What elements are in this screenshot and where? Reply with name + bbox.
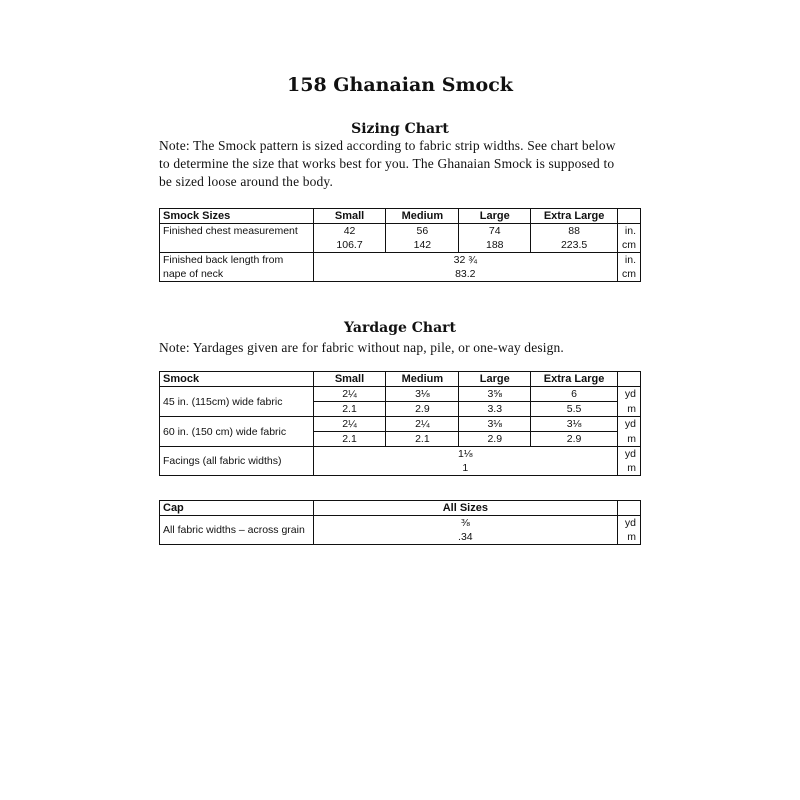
table-cell: 2¼ <box>313 417 386 432</box>
unit-cell: yd <box>617 387 640 402</box>
table-cell: 223.5 <box>531 238 618 253</box>
table-header: Medium <box>386 209 459 224</box>
table-cell: 56 <box>386 224 459 239</box>
cap-table <box>159 500 641 545</box>
row-label: Finished back length from <box>160 253 314 268</box>
sizing-chart-heading: Sizing Chart <box>351 121 449 137</box>
table-cell: 6 <box>531 387 618 402</box>
table-cell: 88 <box>531 224 618 239</box>
unit-cell: in. <box>617 253 640 268</box>
table-cell: 2¼ <box>313 387 386 402</box>
sizing-note-line: be sized loose around the body. <box>159 174 333 189</box>
row-label: Facings (all fabric widths) <box>160 447 314 476</box>
table-header <box>617 209 640 224</box>
table-row <box>160 417 641 432</box>
table-header: All Sizes <box>313 501 617 516</box>
table-header <box>617 372 640 387</box>
table-cell: 188 <box>459 238 531 253</box>
table-header: Small <box>313 372 386 387</box>
table-row <box>160 224 641 239</box>
table-cell: 2.9 <box>531 432 618 447</box>
table-cell: 2.9 <box>459 432 531 447</box>
table-header: Smock Sizes <box>160 209 314 224</box>
unit-cell: in. <box>617 224 640 239</box>
table-cell: 83.2 <box>313 267 617 282</box>
sizing-note <box>159 137 659 191</box>
table-header: Small <box>313 209 386 224</box>
sizing-table <box>159 208 641 282</box>
table-cell: 3⅛ <box>531 417 618 432</box>
table-row <box>160 267 641 282</box>
table-cell: 3⅛ <box>459 417 531 432</box>
table-header: Extra Large <box>531 372 618 387</box>
table-row <box>160 501 641 516</box>
table-row <box>160 516 641 531</box>
table-row <box>160 372 641 387</box>
table-header <box>617 501 640 516</box>
sizing-note-line: to determine the size that works best for you. The Ghanaian Smock is supposed to <box>159 156 615 171</box>
yardage-note-line: Note: Yardages given are for fabric without nap, pile, or one-way design. <box>159 340 564 355</box>
table-row <box>160 209 641 224</box>
row-label: 45 in. (115cm) wide fabric <box>160 387 314 417</box>
unit-cell: yd <box>617 417 640 432</box>
sizing-note-line: Note: The Smock pattern is sized according to fabric strip widths. See chart below <box>159 138 616 153</box>
table-cell: 1⅛ <box>313 447 617 462</box>
table-cell: 2.1 <box>386 432 459 447</box>
table-cell: 3.3 <box>459 402 531 417</box>
yardage-table <box>159 371 641 476</box>
unit-cell: yd <box>617 516 640 531</box>
unit-cell: cm <box>617 267 640 282</box>
table-row <box>160 238 641 253</box>
table-header: Medium <box>386 372 459 387</box>
unit-cell: m <box>617 530 640 545</box>
table-header: Smock <box>160 372 314 387</box>
yardage-chart-heading: Yardage Chart <box>343 320 457 336</box>
row-label: 60 in. (150 cm) wide fabric <box>160 417 314 447</box>
table-cell: ⅜ <box>313 516 617 531</box>
table-row <box>160 447 641 462</box>
table-header: Large <box>459 209 531 224</box>
table-cell: .34 <box>313 530 617 545</box>
unit-cell: m <box>617 461 640 476</box>
unit-cell: m <box>617 432 640 447</box>
table-row <box>160 387 641 402</box>
unit-cell: m <box>617 402 640 417</box>
table-cell: 2.9 <box>386 402 459 417</box>
table-cell: 106.7 <box>313 238 386 253</box>
yardage-note <box>159 339 659 357</box>
table-cell: 142 <box>386 238 459 253</box>
table-cell: 2.1 <box>313 402 386 417</box>
table-header: Cap <box>160 501 314 516</box>
table-cell: 2¼ <box>386 417 459 432</box>
table-cell: 2.1 <box>313 432 386 447</box>
row-label: Finished chest measurement <box>160 224 314 239</box>
unit-cell: yd <box>617 447 640 462</box>
table-cell: 42 <box>313 224 386 239</box>
table-cell: 32 ¾ <box>313 253 617 268</box>
table-cell: 5.5 <box>531 402 618 417</box>
page-title: 158 Ghanaian Smock <box>287 74 513 96</box>
row-label: nape of neck <box>160 267 314 282</box>
table-header: Extra Large <box>531 209 618 224</box>
row-label: All fabric widths – across grain <box>160 516 314 545</box>
table-header: Large <box>459 372 531 387</box>
table-row <box>160 253 641 268</box>
table-cell: 1 <box>313 461 617 476</box>
table-cell: 3⅝ <box>459 387 531 402</box>
table-cell: 3⅛ <box>386 387 459 402</box>
table-cell: 74 <box>459 224 531 239</box>
unit-cell: cm <box>617 238 640 253</box>
